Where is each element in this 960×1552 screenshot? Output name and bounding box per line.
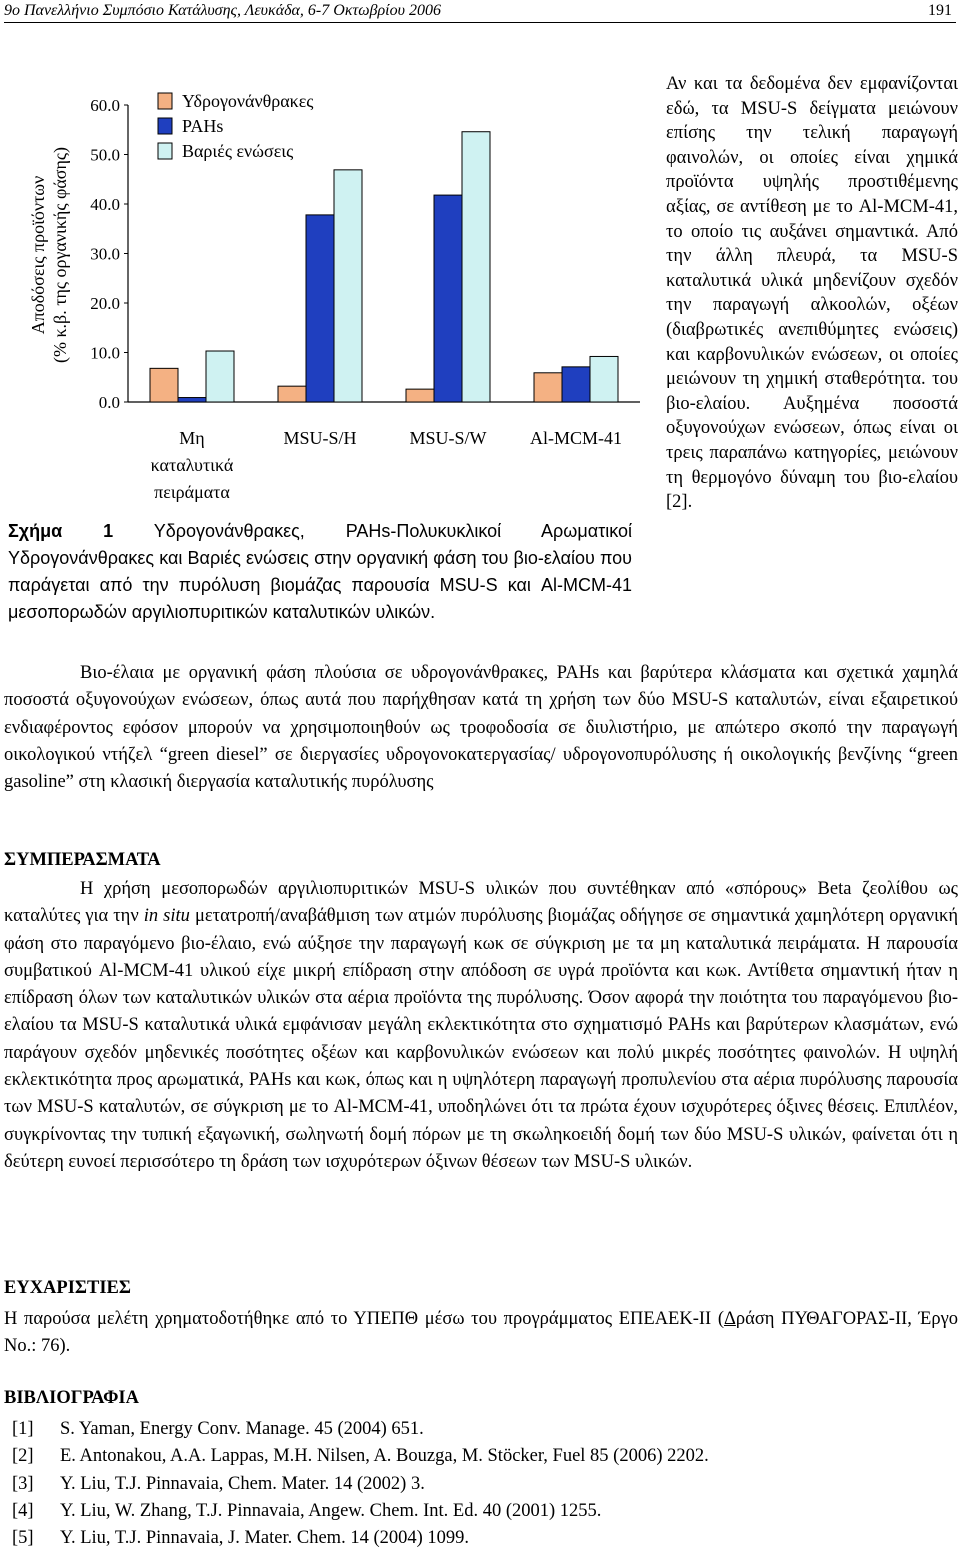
- legend-label: PAHs: [182, 116, 224, 136]
- bar: [562, 367, 590, 402]
- bar: [406, 389, 434, 402]
- ack-text-b: ράση ΠΥΘΑΓΟΡΑΣ-ΙΙ, Έργο No.: 76).: [4, 1309, 959, 1357]
- y-tick-label: 40.0: [90, 195, 120, 214]
- bar: [462, 132, 490, 402]
- ack-text-a: Η παρούσα μελέτη χρηματοδοτήθηκε από το ΥΠΕΠΘ μέσω του προγράμματος ΕΠΕΑΕΚ-ΙΙ (: [4, 1309, 724, 1329]
- ack-underlined: Δ: [723, 1309, 736, 1329]
- reference-item: [3] Y. Liu, T.J. Pinnavaia, Chem. Mater. 14 (2002) 3.: [12, 1473, 425, 1494]
- y-tick-label: 20.0: [90, 294, 120, 313]
- category-label: πειράματα: [154, 482, 230, 502]
- legend-swatch: [158, 118, 172, 134]
- category-label: MSU-S/W: [409, 428, 487, 448]
- reference-item: [4] Y. Liu, W. Zhang, T.J. Pinnavaia, Angew. Chem. Int. Ed. 40 (2001) 1255.: [12, 1500, 602, 1521]
- legend-swatch: [158, 93, 172, 109]
- category-label: Al-MCM-41: [529, 428, 623, 448]
- conclusions-italic: in situ: [143, 906, 190, 927]
- category-label: MSU-S/H: [283, 428, 357, 448]
- y-tick-label: 50.0: [90, 145, 120, 165]
- acknowledgements-heading: ΕΥΧΑΡΙΣΤΙΕΣ: [4, 1278, 131, 1298]
- product-yield-chart: [0, 60, 650, 510]
- bar: [434, 195, 462, 402]
- legend-swatch: [158, 143, 172, 159]
- bar: [334, 170, 362, 402]
- reference-list: [12, 1416, 952, 1552]
- caption-text: Υδρογονάνθρακες, PAHs-Πολυκυκλικοί Αρωματικοί Υδρογονάνθρακες και Βαριές ενώσεις στην οργανική φάση του βιο-ελαίου που παράγεται από την πυρόλυση βιομάζας παρουσία MSU-S και Al-MCM-41 μεσοπορωδών αργιλιοπυριτικών καταλυτικών υλικών.: [8, 521, 632, 622]
- figure-caption: [8, 518, 632, 646]
- reference-item: [2] E. Antonakou, A.A. Lappas, M.H. Nilsen, A. Bouzga, M. Stöcker, Fuel 85 (2006) 2202.: [12, 1446, 709, 1467]
- page-header: [4, 0, 956, 24]
- legend-label: Υδρογονάνθρακες: [182, 91, 314, 111]
- conclusions-text-a: Η χρήση μεσοπορωδών αργιλιοπυριτικών MSU-S υλικών που συντέθηκαν από «σπόρους» Beta ζεολίθου ως καταλύτες για την: [4, 879, 958, 927]
- conclusions-text-b: μετατροπή/αναβάθμιση των ατμών πυρόλυσης βιομάζας οδήγησε σε σημαντικά χαμηλότερη οργανική φάση στο παραγόμενο βιο-έλαιο, ενώ αύξησε την παραγωγή κωκ σε σύγκριση με τα μη καταλυτικά πειράματα. Η παρουσία συμβατικού Al-MCM-41 υλικού είχε μικρή επίδραση στην απόδοση σε υγρά προϊόντα και κωκ. Αντίθετα σημαντική ήταν η επίδραση όλων των καταλυτικών υλικών στα αέρια προϊόντα της πυρόλυσης. Όσον αφορά την ποιότητα του παραγόμενου βιο-ελαίου τα MSU-S καταλυτικά υλικά εμφάνισαν μεγάλη εκλεκτικότητα στο σχηματισμό PAHs και βαρύτερων κλασμάτων, ενώ παράγουν σχεδόν μηδενικές ποσότητες οξέων και καρβονυλικών ενώσεων και πολύ μικρές ποσότητες φαινολών. Η υψηλή εκλεκτικότητα προς αρωματικά, PAHs και κωκ, όπως και η υψηλότερη παραγωγή προπυλενίου στα αέρια πυρόλυσης παρουσία των MSU-S καταλυτών, σε σύγκριση με το Al-MCM-41, υποδηλώνει ότι τα πρώτα έχουν ισχυρότερες όξινες θέσεις. Επιπλέον, συγκρίνοντας την τυπική εξαγωνική, σωληνωτή δομή πόρων με τη σκωληκοειδή δομή των δύο MSU-S υλικών, φαίνεται ότι η δεύτερη ευνοεί περισσότερο τη δράση των ισχυρότερων όξινων θέσεων των MSU-S υλικών.: [4, 906, 959, 1172]
- conclusions-text: [4, 876, 958, 1176]
- caption-label: Σχήμα 1: [8, 521, 114, 541]
- legend-label: Βαριές ενώσεις: [182, 141, 294, 161]
- references-heading: ΒΙΒΛΙΟΓΡΑΦΙΑ: [4, 1388, 139, 1408]
- y-tick-label: 30.0: [90, 244, 120, 264]
- bar: [590, 356, 618, 402]
- bar: [278, 386, 306, 402]
- bar: [206, 351, 234, 402]
- reference-item: [1] S. Yaman, Energy Conv. Manage. 45 (2004) 651.: [12, 1419, 424, 1439]
- bio-oil-paragraph: Βιο-έλαια με οργανική φάση πλούσια σε υδρογονάνθρακες, PAHs και βαρύτερα κλάσματα και σχετικά χαμηλά ποσοστά οξυγονούχων ενώσεων, όπως αυτά που παρήχθησαν κατά τη χρήση των δύο MSU-S καταλυτών, είναι εξαιρετικού ενδιαφέροντος εφόσον μπορούν να χρησιμοποιηθούν ως τροφοδοσία σε διυλιστήριο, με απώτερο σκοπό την παραγωγή οικολογικού ντήζελ “green diesel” σε διεργασίες υδρογονοκατεργασίας/ υδρογονοπυρόλυσης ή οικολογικής βενζίνης “green gasoline” στη κλασική διεργασία καταλυτικής πυρόλυσης: [4, 663, 958, 793]
- y-tick-label: 0.0: [98, 393, 120, 412]
- y-axis-title-line2: (% κ.β. της οργανικής φάσης): [50, 146, 70, 364]
- conclusions-heading: ΣΥΜΠΕΡΑΣΜΑΤΑ: [4, 850, 161, 870]
- page-number: 191: [928, 2, 952, 19]
- y-tick-label: 60.0: [90, 96, 120, 115]
- category-label: Μη: [179, 428, 205, 448]
- bar: [150, 368, 178, 402]
- conference-title: 9ο Πανελλήνιο Συμπόσιο Κατάλυσης, Λευκάδα, 6-7 Οκτωβρίου 2006: [4, 2, 441, 19]
- acknowledgements-text: [4, 1306, 958, 1361]
- reference-item: [5] Y. Liu, T.J. Pinnavaia, J. Mater. Chem. 14 (2004) 1099.: [12, 1528, 470, 1549]
- category-label: καταλυτικά: [150, 455, 234, 475]
- y-axis-title-line1: Αποδόσεις προϊόντων: [28, 175, 48, 335]
- bar: [306, 215, 334, 402]
- bar: [534, 373, 562, 402]
- y-tick-label: 10.0: [90, 343, 120, 363]
- right-column-text: Αν και τα δεδομένα δεν εμφανίζονται εδώ, τα MSU-S δείγματα μειώνουν επίσης την τελική παραγωγή φαινολών, οι οποίες είναι χημικά προϊόντα υψηλής προστιθέμενης αξίας, σε αντίθεση με το Al-MCM-41, το οποίο τις αυξάνει σημαντικά. Από την άλλη πλευρά, τα MSU-S καταλυτικά υλικά μηδενίζουν σχεδόν την παραγωγή αλκοολών, οξέων (διαβρωτικές ανεπιθύμητες ενώσεις) και καρβονυλικών ενώσεων, οι οποίες μειώνουν τη χημική σταθερότητα. του βιο-ελαίου. Αυξημένα ποσοστά οξυγονούχων ενώσεων, όπως είναι οι τρεις παραπάνω κατηγορίες, μειώνουν τη θερμογόνο δύναμη του βιο-ελαίου [2].: [666, 74, 958, 513]
- header-rule: [4, 22, 956, 23]
- bar: [178, 398, 206, 402]
